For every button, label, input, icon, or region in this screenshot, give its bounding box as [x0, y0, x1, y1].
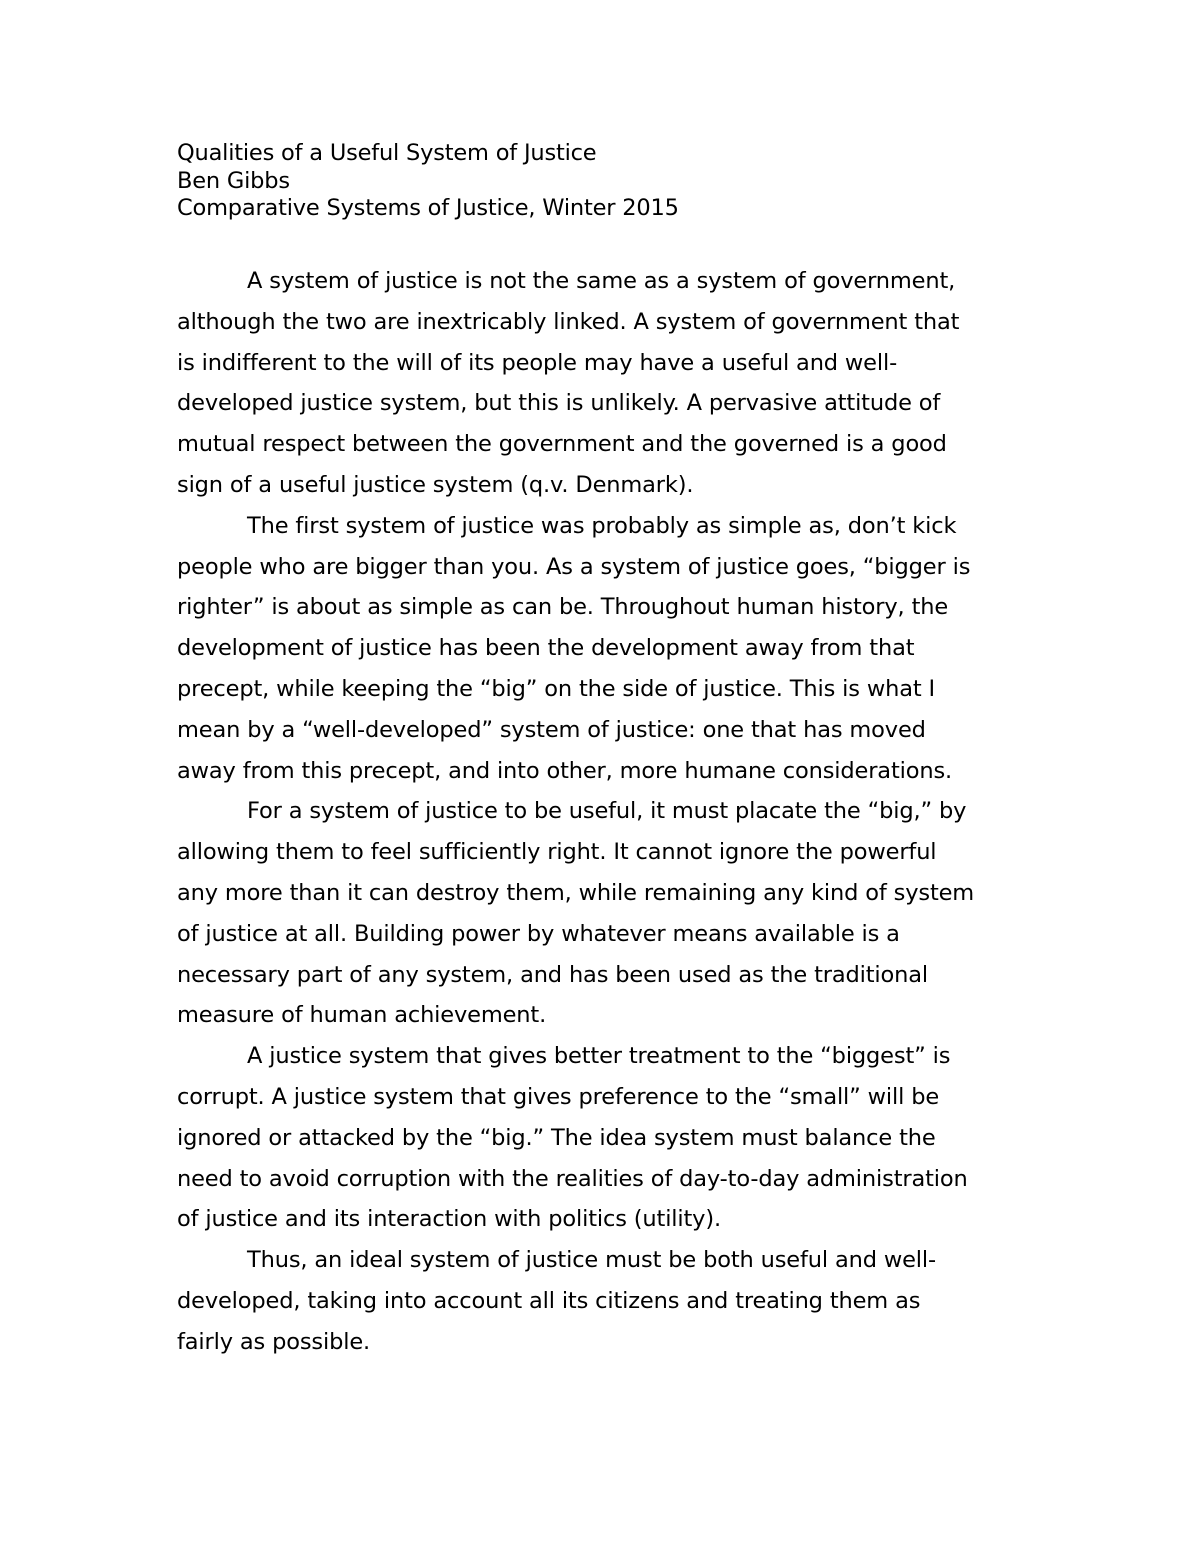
paragraph-line: The first system of justice was probably as simple as, don’t kick: [247, 512, 957, 539]
paragraph-5: [177, 1240, 1025, 1362]
paragraph-line: developed, taking into account all its citizens and treating them as: [177, 1287, 921, 1314]
paragraph-line: For a system of justice to be useful, it must placate the “big,” by: [247, 798, 967, 825]
paragraph-line: developed justice system, but this is unlikely. A pervasive attitude of: [177, 390, 941, 417]
document-header: [177, 140, 1037, 223]
paragraph-line: precept, while keeping the “big” on the side of justice. This is what I: [177, 675, 935, 702]
paragraph-line: measure of human achievement.: [177, 1002, 547, 1029]
paragraph-line: A justice system that gives better treatment to the “biggest” is: [247, 1043, 951, 1070]
paragraph-line: although the two are inextricably linked. A system of government that: [177, 308, 960, 335]
paragraph-3: [177, 791, 1025, 1036]
paragraph-line: of justice and its interaction with politics (utility).: [177, 1206, 721, 1233]
paragraph-line: sign of a useful justice system (q.v. Denmark).: [177, 471, 694, 498]
paragraph-line: righter” is about as simple as can be. Throughout human history, the: [177, 594, 949, 621]
paragraph-line: need to avoid corruption with the realities of day-to-day administration: [177, 1165, 968, 1192]
paragraph-line: allowing them to feel sufficiently right. It cannot ignore the powerful: [177, 839, 937, 866]
paragraph-line: people who are bigger than you. As a system of justice goes, “bigger is: [177, 553, 971, 580]
course-name: Comparative Systems of Justice, Winter 2015: [177, 195, 679, 221]
paragraph-line: mutual respect between the government and the governed is a good: [177, 431, 947, 458]
paragraph-line: fairly as possible.: [177, 1328, 371, 1355]
paragraph-line: mean by a “well-developed” system of justice: one that has moved: [177, 716, 926, 743]
paragraph-line: necessary part of any system, and has been used as the traditional: [177, 961, 928, 988]
document-body: [177, 261, 1025, 1363]
paragraph-line: development of justice has been the development away from that: [177, 635, 915, 662]
paragraph-line: Thus, an ideal system of justice must be both useful and well-: [247, 1247, 936, 1274]
paragraph-line: ignored or attacked by the “big.” The idea system must balance the: [177, 1124, 936, 1151]
paragraph-line: A system of justice is not the same as a system of government,: [247, 268, 956, 294]
paragraph-line: any more than it can destroy them, while remaining any kind of system: [177, 879, 975, 906]
paragraph-line: of justice at all. Building power by whatever means available is a: [177, 920, 900, 947]
author-name: Ben Gibbs: [177, 167, 290, 194]
paragraph-4: [177, 1036, 1025, 1240]
paragraph-line: corrupt. A justice system that gives preference to the “small” will be: [177, 1083, 940, 1110]
paragraph-2: [177, 506, 1025, 792]
paragraph-line: is indifferent to the will of its people may have a useful and well-: [177, 349, 898, 376]
paragraph-line: away from this precept, and into other, more humane considerations.: [177, 757, 953, 784]
paragraph-1: [177, 261, 1025, 506]
document-title: Qualities of a Useful System of Justice: [177, 140, 597, 166]
